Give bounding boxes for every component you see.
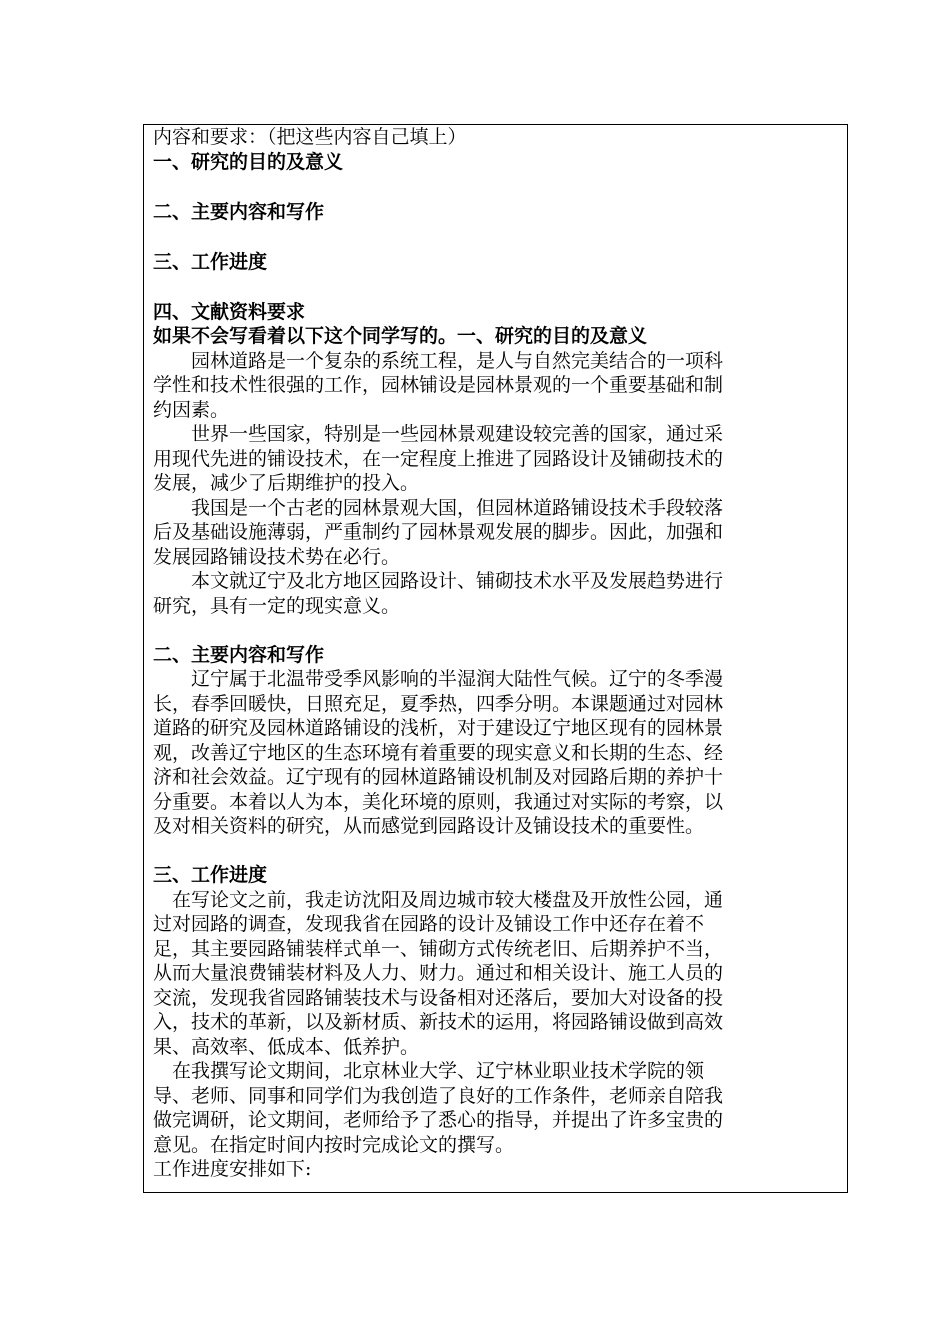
paragraph-line: 在我撰写论文期间，北京林业大学、辽宁林业职业技术学院的领: [153, 1060, 705, 1082]
schedule-label: 工作进度安排如下:: [153, 1158, 312, 1180]
paragraph-line: 本文就辽宁及北方地区园路设计、铺砌技术水平及发展趋势进行: [153, 570, 724, 592]
paragraph-line: 研究，具有一定的现实意义。: [153, 594, 401, 617]
heading-main-content: 二、主要内容和写作: [153, 200, 325, 223]
paragraph-line: 做完调研，论文期间，老师给予了悉心的指导，并提出了许多宝贵的: [153, 1109, 724, 1131]
paragraph-line: 学性和技术性很强的工作，园林铺设是园林景观的一个重要基础和制: [153, 374, 724, 396]
paragraph-line: 约因素。: [153, 398, 230, 421]
paragraph-line: 道路的研究及园林道路铺设的浅析，对于建设辽宁地区现有的园林景: [153, 717, 724, 739]
heading-references: 四、文献资料要求: [153, 300, 306, 323]
paragraph-line: 过对园路的调查，发现我省在园路的设计及铺设工作中还存在着不: [153, 913, 705, 935]
paragraph-line: 辽宁属于北温带受季风影响的半湿润大陆性气候。辽宁的冬季漫: [153, 668, 724, 690]
paragraph-line: 长，春季回暖快，日照充足，夏季热，四季分明。本课题通过对园林: [153, 692, 724, 715]
paragraph-line: 用现代先进的铺设技术，在一定程度上推进了园路设计及铺砌技术的: [153, 447, 724, 470]
paragraph-line: 足，其主要园路铺装样式单一、铺砌方式传统老旧、后期养护不当，: [153, 937, 724, 960]
document-content: [153, 125, 838, 1182]
paragraph-line: 从而大量浪费铺装材料及人力、财力。通过和相关设计、施工人员的: [153, 962, 724, 984]
section2-title: 二、主要内容和写作: [153, 643, 325, 666]
paragraph-line: 我国是一个古老的园林景观大国，但园林道路铺设技术手段较落: [153, 496, 724, 519]
heading-purpose: 一、研究的目的及意义: [153, 150, 344, 173]
intro-text: 内容和要求：（把这些内容自己填上）: [153, 126, 467, 148]
example-note: 如果不会写看着以下这个同学写的。一、研究的目的及意义: [153, 325, 648, 347]
paragraph-line: 济和社会效益。辽宁现有的园林道路铺设机制及对园路后期的养护十: [153, 766, 724, 788]
heading-progress: 三、工作进度: [153, 250, 268, 273]
paragraph-line: 果、高效率、低成本、低养护。: [153, 1035, 420, 1058]
paragraph-line: 世界一些国家，特别是一些园林景观建设较完善的国家，通过采: [153, 423, 724, 445]
paragraph-line: 发展园路铺设技术势在必行。: [153, 545, 401, 568]
paragraph-line: 在写论文之前，我走访沈阳及周边城市较大楼盘及开放性公园，通: [153, 888, 724, 911]
paragraph-line: 交流，发现我省园路铺装技术与设备相对还落后，要加大对设备的投: [153, 986, 724, 1009]
paragraph-line: 园林道路是一个复杂的系统工程，是人与自然完美结合的一项科: [153, 349, 724, 372]
paragraph-line: 导、老师、同事和同学们为我创造了良好的工作条件，老师亲自陪我: [153, 1084, 724, 1107]
paragraph-line: 入，技术的革新，以及新材质、新技术的运用，将园路铺设做到高效: [153, 1011, 724, 1033]
paragraph-line: 意见。在指定时间内按时完成论文的撰写。: [153, 1133, 515, 1156]
section3-title: 三、工作进度: [153, 864, 268, 886]
paragraph-line: 及对相关资料的研究，从而感觉到园路设计及铺设技术的重要性。: [153, 815, 705, 837]
paragraph-line: 观，改善辽宁地区的生态环境有着重要的现实意义和长期的生态、经: [153, 741, 724, 764]
paragraph-line: 发展，减少了后期维护的投入。: [153, 472, 420, 494]
paragraph-line: 后及基础设施薄弱，严重制约了园林景观发展的脚步。因此，加强和: [153, 521, 724, 543]
paragraph-line: 分重要。本着以人为本，美化环境的原则，我通过对实际的考察，以: [153, 790, 724, 813]
